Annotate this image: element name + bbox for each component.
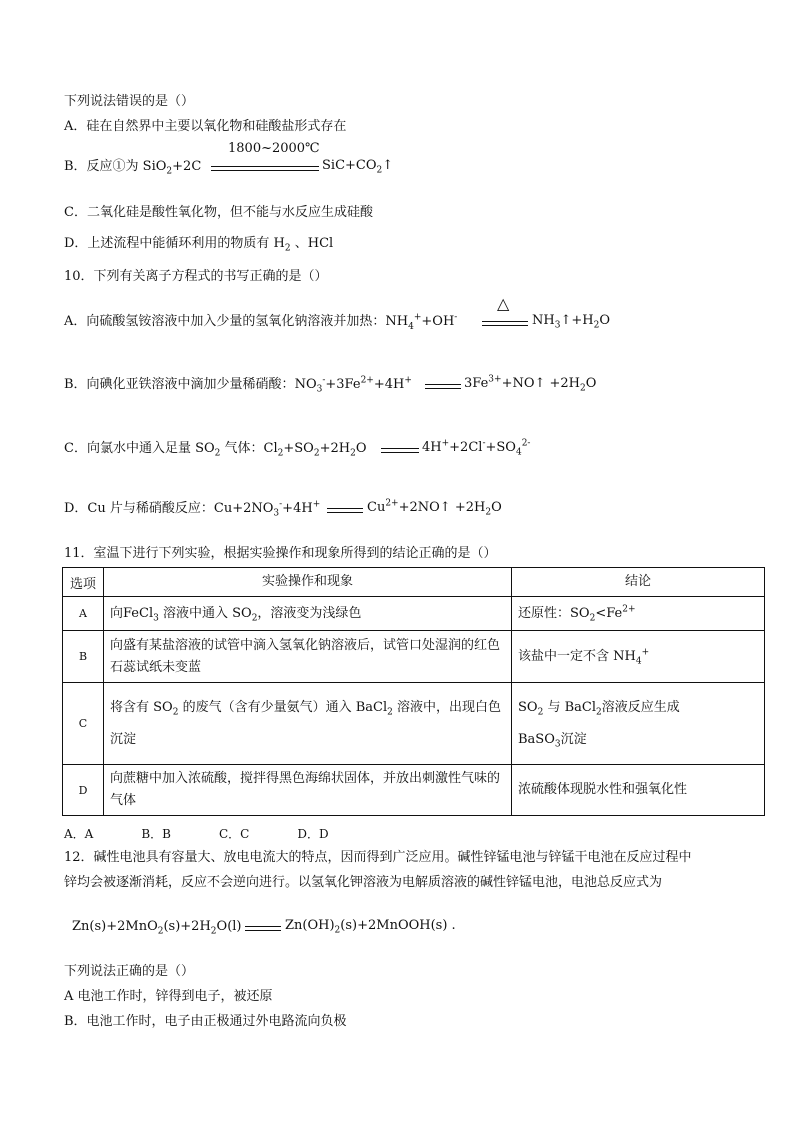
q9-b-condition: 1800~2000℃ [228, 141, 320, 156]
q10-d-product: $Cu^{2+}+2NO↑ +2H_2O$ [367, 498, 502, 518]
table-row [63, 631, 765, 683]
q10-a-equals [482, 321, 528, 326]
q12-option-b: B．电池工作时，电子由正极通过外电路流向负极 [64, 1014, 347, 1029]
q12-equation-left: $Zn(s)+2MnO_2(s)+2H_2O(l)$ [72, 919, 242, 937]
table-header-row [63, 568, 765, 597]
q10-stem: 10．下列有关离子方程式的书写正确的是（） [64, 269, 328, 284]
q12-equation-right: $Zn(OH)_2(s)+2MnOOH(s)$ . [285, 918, 456, 936]
table-row [63, 765, 765, 816]
q9-b-product: $SiC+CO_2↑$ [322, 158, 394, 176]
table-row [63, 597, 765, 631]
q10-d-equals [327, 508, 363, 513]
row-conclusion: 该盐中一定不含 $NH_4^+$ [512, 631, 765, 683]
row-operation: 向FeCl$_3$ 溶液中通入 $SO_2$，溶液变为浅绿色 [104, 597, 512, 631]
q10-b-equals [425, 384, 461, 389]
q12-stem-line2: 锌均会被逐渐消耗，反应不会逆向进行。以氢氧化钾溶液为电解质溶液的碱性锌锰电池，电池总反应式为 [64, 875, 663, 890]
q9-option-a: A．硅在自然界中主要以氧化物和硅酸盐形式存在 [64, 119, 347, 134]
header-option: 选项 [63, 568, 104, 597]
q10-c-product: $4H^++2Cl^-+SO_4^{2-}$ [422, 438, 531, 458]
row-option: D [63, 765, 104, 816]
header-conclusion: 结论 [512, 568, 765, 597]
q11-table [62, 567, 765, 816]
q10-a-product: $NH_3↑+H_2O$ [532, 313, 610, 331]
q10-option-c: C．向氯水中通入足量 $SO_2$ 气体：$Cl_2+SO_2+2H_2O$ [64, 441, 367, 459]
q10-option-b: B．向碘化亚铁溶液中滴加少量稀硝酸：$NO_3^-+3Fe^{2+}+4H^+$ [64, 375, 412, 395]
q11-stem: 11．室温下进行下列实验，根据实验操作和现象所得到的结论正确的是（） [64, 546, 497, 561]
q9-stem: 下列说法错误的是（） [64, 94, 195, 109]
row-conclusion: 还原性：$SO_2<Fe^{2+}$ [512, 597, 765, 631]
q10-c-equals [381, 448, 419, 453]
q11-choices: A．A B．B C．C D．D [64, 827, 329, 841]
q12-stem-line1: 12．碱性电池具有容量大、放电电流大的特点，因而得到广泛应用。碱性锌锰电池与锌锰干电池在反应过程中 [64, 850, 692, 865]
header-operation: 实验操作和现象 [104, 568, 512, 597]
row-conclusion: 浓硫酸体现脱水性和强氧化性 [512, 765, 765, 816]
q10-b-product: $3Fe^{3+}+NO↑ +2H_2O$ [464, 374, 597, 394]
row-option: A [63, 597, 104, 631]
row-option: C [63, 683, 104, 765]
q12-equals [245, 926, 281, 931]
q9-b-equals [211, 166, 319, 171]
row-option: B [63, 631, 104, 683]
row-operation: 向盛有某盐溶液的试管中滴入氢氧化钠溶液后，试管口处湿润的红色石蕊试纸未变蓝 [104, 631, 512, 683]
q10-option-a: A．向硫酸氢铵溶液中加入少量的氢氧化钠溶液并加热：$NH_4^++OH^-$ [64, 312, 458, 332]
row-operation: 向蔗糖中加入浓硫酸，搅拌得黑色海绵状固体，并放出刺激性气味的气体 [104, 765, 512, 816]
row-operation: 将含有 $SO_2$ 的废气（含有少量氨气）通入 BaCl$_2$ 溶液中，出现白色沉淀 [104, 683, 512, 765]
q9-option-b: B．反应①为 SiO$_2$+2C [64, 159, 202, 177]
q9-option-c: C．二氧化硅是酸性氧化物，但不能与水反应生成硅酸 [64, 205, 373, 220]
table-row [63, 683, 765, 765]
row-conclusion: $SO_2$ 与 BaCl$_2$溶液反应生成 BaSO$_3$沉淀 [512, 683, 765, 765]
q10-option-d: D．Cu 片与稀硝酸反应：$Cu+2NO_3^-+4H^+$ [64, 499, 321, 519]
q10-a-heat-symbol: △ [497, 294, 510, 313]
q12-option-a: A 电池工作时，锌得到电子，被还原 [64, 989, 273, 1004]
q9-option-d: D．上述流程中能循环利用的物质有 $H_2$ 、HCl [64, 236, 334, 254]
q12-ask: 下列说法正确的是（） [64, 964, 195, 979]
